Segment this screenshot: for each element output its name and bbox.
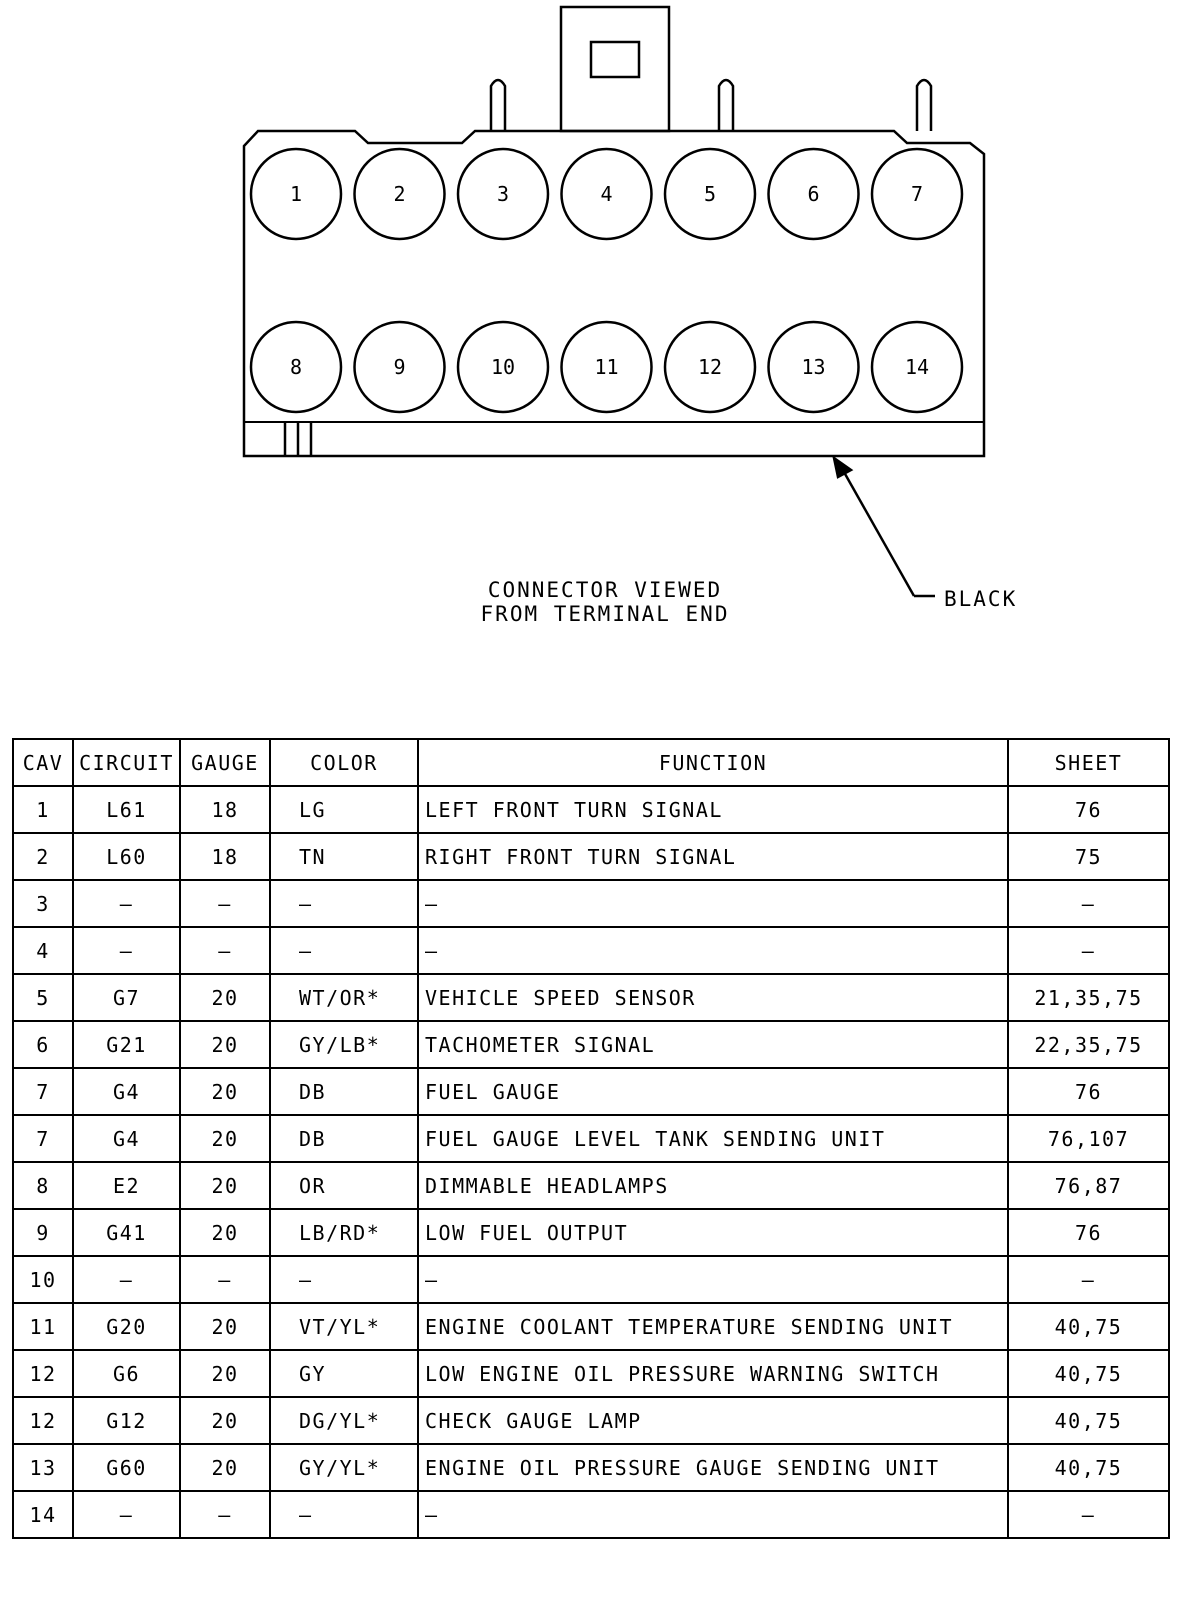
cavity-number-3: 3 (496, 182, 510, 206)
connector-pegs (491, 80, 931, 131)
cell-cav: 5 (13, 974, 73, 1021)
cell-gauge: 18 (180, 833, 270, 880)
cavity-number-6: 6 (807, 182, 820, 206)
header-cav: CAV (13, 739, 73, 786)
header-color: COLOR (270, 739, 418, 786)
cell-circuit: G20 (73, 1303, 180, 1350)
table-row (13, 974, 1169, 1021)
cell-color: LG (270, 786, 418, 833)
cavity-number-10: 10 (490, 355, 516, 379)
cavity-number-11: 11 (594, 355, 619, 379)
cell-sheet: 76 (1008, 1068, 1169, 1115)
cell-sheet: 75 (1008, 833, 1169, 880)
caption-line-2: FROM TERMINAL END (480, 602, 730, 626)
cell-sheet: — (1008, 1491, 1169, 1538)
header-sheet: SHEET (1008, 739, 1169, 786)
cell-cav: 11 (13, 1303, 73, 1350)
cell-function: RIGHT FRONT TURN SIGNAL (418, 833, 1008, 880)
cell-color: LB/RD* (270, 1209, 418, 1256)
cell-color: GY (270, 1350, 418, 1397)
connector-color-label: BLACK (944, 587, 1018, 611)
cell-cav: 13 (13, 1444, 73, 1491)
cell-gauge: 20 (180, 1350, 270, 1397)
cell-cav: 7 (13, 1115, 73, 1162)
cell-cav: 2 (13, 833, 73, 880)
cell-cav: 14 (13, 1491, 73, 1538)
cell-circuit: G21 (73, 1021, 180, 1068)
cavity-number-9: 9 (393, 355, 406, 379)
cavity-number-4: 4 (600, 182, 613, 206)
cell-circuit: L61 (73, 786, 180, 833)
cell-gauge: 20 (180, 1068, 270, 1115)
cell-color: GY/LB* (270, 1021, 418, 1068)
cell-gauge: 20 (180, 1209, 270, 1256)
cell-cav: 9 (13, 1209, 73, 1256)
cell-gauge: 20 (180, 1303, 270, 1350)
cell-sheet: 76 (1008, 1209, 1169, 1256)
cell-cav: 6 (13, 1021, 73, 1068)
cell-circuit: G41 (73, 1209, 180, 1256)
cell-gauge: 18 (180, 786, 270, 833)
cell-cav: 4 (13, 927, 73, 974)
cavity-number-8: 8 (289, 355, 303, 379)
table-row (13, 786, 1169, 833)
cell-circuit: L60 (73, 833, 180, 880)
cell-circuit: G4 (73, 1068, 180, 1115)
cavity-number-7: 7 (910, 182, 924, 206)
header-gauge: GAUGE (180, 739, 270, 786)
cell-function: LOW FUEL OUTPUT (418, 1209, 1008, 1256)
cell-cav: 3 (13, 880, 73, 927)
pinout-table (12, 738, 1170, 1539)
cavity-number-5: 5 (703, 182, 717, 206)
cell-cav: 12 (13, 1397, 73, 1444)
cell-cav: 10 (13, 1256, 73, 1303)
cell-gauge: — (180, 927, 270, 974)
cell-function: LEFT FRONT TURN SIGNAL (418, 786, 1008, 833)
table-row (13, 1397, 1169, 1444)
cell-cav: 7 (13, 1068, 73, 1115)
cavity-group (251, 149, 962, 412)
table-row (13, 1444, 1169, 1491)
cell-circuit: G4 (73, 1115, 180, 1162)
table-row (13, 1256, 1169, 1303)
cell-function: — (418, 1256, 1008, 1303)
cell-gauge: 20 (180, 974, 270, 1021)
cell-circuit: — (73, 927, 180, 974)
cell-sheet: 76 (1008, 786, 1169, 833)
cell-color: TN (270, 833, 418, 880)
connector-lock-tab (561, 7, 669, 131)
cavity-number-1: 1 (289, 182, 303, 206)
cell-function: — (418, 927, 1008, 974)
cell-gauge: 20 (180, 1444, 270, 1491)
cell-color: OR (270, 1162, 418, 1209)
table-row (13, 1303, 1169, 1350)
cell-circuit: E2 (73, 1162, 180, 1209)
cell-gauge: — (180, 1256, 270, 1303)
cell-function: — (418, 1491, 1008, 1538)
cell-circuit: G6 (73, 1350, 180, 1397)
connector-key (285, 422, 311, 456)
cell-function: DIMMABLE HEADLAMPS (418, 1162, 1008, 1209)
cell-sheet: 22,35,75 (1008, 1021, 1169, 1068)
cell-circuit: G60 (73, 1444, 180, 1491)
cell-sheet: 40,75 (1008, 1350, 1169, 1397)
cell-gauge: 20 (180, 1397, 270, 1444)
cell-sheet: — (1008, 927, 1169, 974)
cell-function: LOW ENGINE OIL PRESSURE WARNING SWITCH (418, 1350, 1008, 1397)
cell-cav: 12 (13, 1350, 73, 1397)
table-row (13, 1491, 1169, 1538)
table-row (13, 1021, 1169, 1068)
cell-function: VEHICLE SPEED SENSOR (418, 974, 1008, 1021)
table-row (13, 1162, 1169, 1209)
caption-line-1: CONNECTOR VIEWED (487, 578, 723, 602)
cell-sheet: 76,87 (1008, 1162, 1169, 1209)
cell-sheet: — (1008, 880, 1169, 927)
cell-cav: 1 (13, 786, 73, 833)
cavity-number-12: 12 (697, 355, 723, 379)
cell-function: CHECK GAUGE LAMP (418, 1397, 1008, 1444)
table-row (13, 833, 1169, 880)
cell-color: DB (270, 1115, 418, 1162)
cell-circuit: — (73, 880, 180, 927)
cell-sheet: 21,35,75 (1008, 974, 1169, 1021)
cavity-number-2: 2 (393, 182, 406, 206)
cell-sheet: — (1008, 1256, 1169, 1303)
pointer-arrow (834, 458, 935, 596)
cell-sheet: 40,75 (1008, 1397, 1169, 1444)
cell-cav: 8 (13, 1162, 73, 1209)
table-body (13, 786, 1169, 1538)
cell-sheet: 76,107 (1008, 1115, 1169, 1162)
header-function: FUNCTION (418, 739, 1008, 786)
cell-function: FUEL GAUGE LEVEL TANK SENDING UNIT (418, 1115, 1008, 1162)
table-row (13, 880, 1169, 927)
cavity-number-14: 14 (904, 355, 930, 379)
cell-circuit: — (73, 1491, 180, 1538)
table-row (13, 1209, 1169, 1256)
cell-function: ENGINE COOLANT TEMPERATURE SENDING UNIT (418, 1303, 1008, 1350)
cell-gauge: — (180, 1491, 270, 1538)
cell-circuit: G12 (73, 1397, 180, 1444)
cell-sheet: 40,75 (1008, 1444, 1169, 1491)
connector-diagram (0, 0, 1184, 660)
cell-gauge: 20 (180, 1115, 270, 1162)
cell-function: FUEL GAUGE (418, 1068, 1008, 1115)
cell-color: — (270, 927, 418, 974)
cell-circuit: G7 (73, 974, 180, 1021)
cell-gauge: — (180, 880, 270, 927)
cell-color: WT/OR* (270, 974, 418, 1021)
cell-circuit: — (73, 1256, 180, 1303)
cell-sheet: 40,75 (1008, 1303, 1169, 1350)
cell-gauge: 20 (180, 1162, 270, 1209)
cell-color: GY/YL* (270, 1444, 418, 1491)
table-row (13, 1350, 1169, 1397)
cell-gauge: 20 (180, 1021, 270, 1068)
cell-color: DB (270, 1068, 418, 1115)
header-circuit: CIRCUIT (73, 739, 180, 786)
cell-color: — (270, 1256, 418, 1303)
table-header-row (13, 739, 1169, 786)
table-row (13, 1068, 1169, 1115)
cavity-number-13: 13 (801, 355, 826, 379)
table-row (13, 927, 1169, 974)
table-row (13, 1115, 1169, 1162)
cell-color: — (270, 880, 418, 927)
cell-function: ENGINE OIL PRESSURE GAUGE SENDING UNIT (418, 1444, 1008, 1491)
cell-function: TACHOMETER SIGNAL (418, 1021, 1008, 1068)
connector-caption (440, 578, 770, 626)
cell-color: DG/YL* (270, 1397, 418, 1444)
cell-function: — (418, 880, 1008, 927)
cell-color: VT/YL* (270, 1303, 418, 1350)
cell-color: — (270, 1491, 418, 1538)
